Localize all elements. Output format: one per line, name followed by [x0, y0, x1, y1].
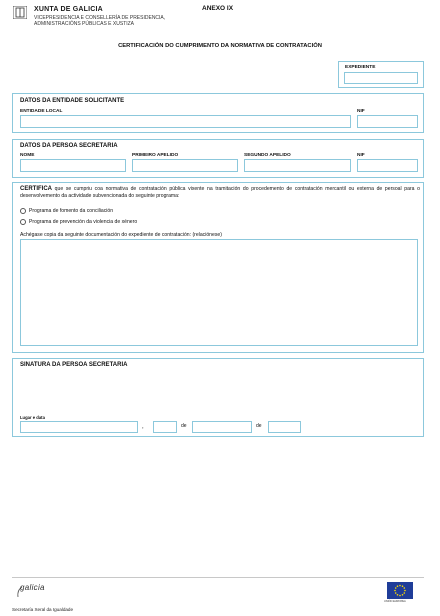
organization-name: XUNTA DE GALICIA — [34, 6, 103, 13]
first-surname-label: PRIMEIRO APELIDO — [132, 153, 179, 158]
secretary-nif-label: NIF — [357, 153, 365, 158]
secretary-section-title: DATOS DA PERSOA SECRETARIA — [20, 143, 118, 149]
first-surname-field[interactable] — [132, 159, 238, 172]
de-separator-2: de — [256, 423, 262, 429]
second-surname-field[interactable] — [244, 159, 351, 172]
comma-separator: , — [142, 424, 144, 430]
place-date-label: Lugar e data — [20, 415, 45, 420]
program-violence-prevention-label: Programa de prevención da violencia de xénero — [29, 219, 138, 225]
secretary-nif-field[interactable] — [357, 159, 418, 172]
expediente-label: EXPEDIENTE — [345, 65, 376, 70]
department-name: Secretaría Xeral da Igualdade — [12, 607, 74, 612]
certification-text: que se cumpriu coa normativa de contratación pública vixente na tramitación do procedemento de contratación mercantil ou externa de persoal para o desenvolvemento da actividade subvencionada do seguinte programa: — [20, 186, 420, 199]
year-field[interactable] — [268, 421, 301, 433]
xunta-logo-icon — [13, 6, 27, 19]
entity-section-title: DATOS DA ENTIDADE SOLICITANTE — [20, 98, 125, 104]
annex-label: ANEXO IX — [202, 5, 234, 12]
eu-flag-icon — [387, 582, 413, 599]
place-field[interactable] — [20, 421, 138, 433]
eu-caption: UNIÓN EUROPEA — [384, 600, 406, 603]
day-field[interactable] — [153, 421, 177, 433]
document-title: CERTIFICACIÓN DO CUMPRIMENTO DA NORMATIVA DE CONTRATACIÓN — [118, 43, 322, 49]
entity-nif-label: NIF — [357, 109, 365, 114]
entity-nif-field[interactable] — [357, 115, 418, 128]
program-violence-prevention-radio[interactable] — [20, 219, 26, 225]
program-conciliation-radio[interactable] — [20, 208, 26, 214]
organization-subtitle-line2: ADMINISTRACIÓNS PÚBLICAS E XUSTIZA — [34, 21, 135, 27]
second-surname-label: SEGUNDO APELIDO — [244, 153, 291, 158]
attached-documents-field[interactable] — [20, 239, 418, 346]
name-field[interactable] — [20, 159, 126, 172]
month-field[interactable] — [192, 421, 252, 433]
certifica-keyword: CERTIFICA — [20, 186, 52, 192]
certification-statement — [20, 186, 420, 200]
organization-subtitle-line1: VICEPRESIDENCIA E CONSELLERÍA DE PRESIDENCIA, — [34, 15, 166, 21]
attached-documents-label: Achégase copia da seguinte documentación do expediente de contratación: (relaciónese) — [20, 232, 222, 238]
name-label: NOME — [20, 153, 35, 158]
galicia-logo: galicia — [20, 583, 45, 592]
expediente-field[interactable] — [344, 72, 418, 84]
footer-divider — [12, 577, 424, 578]
de-separator-1: de — [181, 423, 187, 429]
program-conciliation-label: Programa de fomento da conciliación — [29, 208, 114, 214]
local-entity-field[interactable] — [20, 115, 351, 128]
signature-section-title: SINATURA DA PERSOA SECRETARIA — [20, 362, 128, 368]
local-entity-label: ENTIDADE LOCAL — [20, 109, 63, 114]
